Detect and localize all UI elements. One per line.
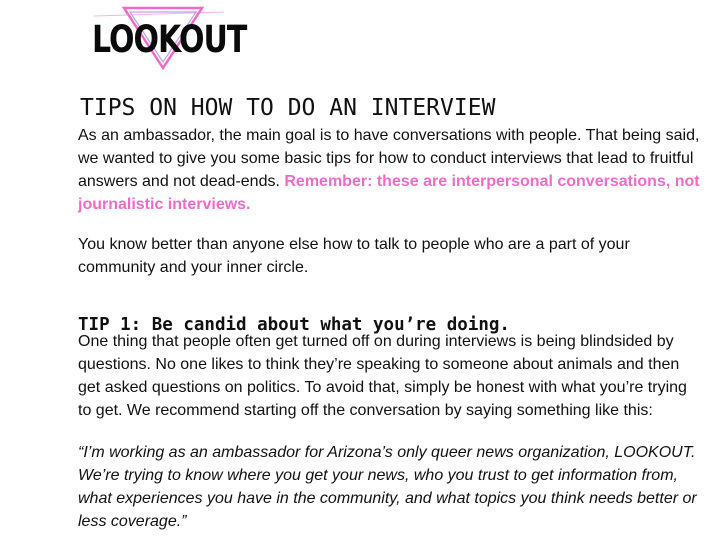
intro-highlight: Remember: these are interpersonal conversations, not journalistic interviews. [78,173,700,213]
tip1-body: One thing that people often get turned off on during interviews is being blindsided by questions. No one likes to think they’re speaking to someone about animals and then get asked questions on politics. To avoid that, simply be honest with what you’re trying to get. We recommend starting off the conversation by saying something like this: [78,333,687,419]
community-paragraph: You know better than anyone else how to talk to people who are a part of your community and your inner circle. [78,236,630,276]
lookout-logo [84,2,247,72]
tip1-heading: TIP 1: Be candid about what you’re doing. [78,314,510,335]
intro-text: As an ambassador, the main goal is to have conversations with people. That being said, we wanted to give you some basic tips for how to conduct interviews that lead to fruitful answers and not dead-ends. [78,127,700,190]
page-title: TIPS ON HOW TO DO AN INTERVIEW [80,95,496,122]
intro-paragraph [78,124,703,216]
tip1-quote: “I’m working as an ambassador for Arizona’s only queer news organization, LOOKOUT. We’re trying to know where you get your news, who you trust to get information from, what experiences you have in the community, and what topics you think needs better or less coverage.” [78,444,697,530]
logo-wordmark: LOOKOUT [92,18,247,62]
